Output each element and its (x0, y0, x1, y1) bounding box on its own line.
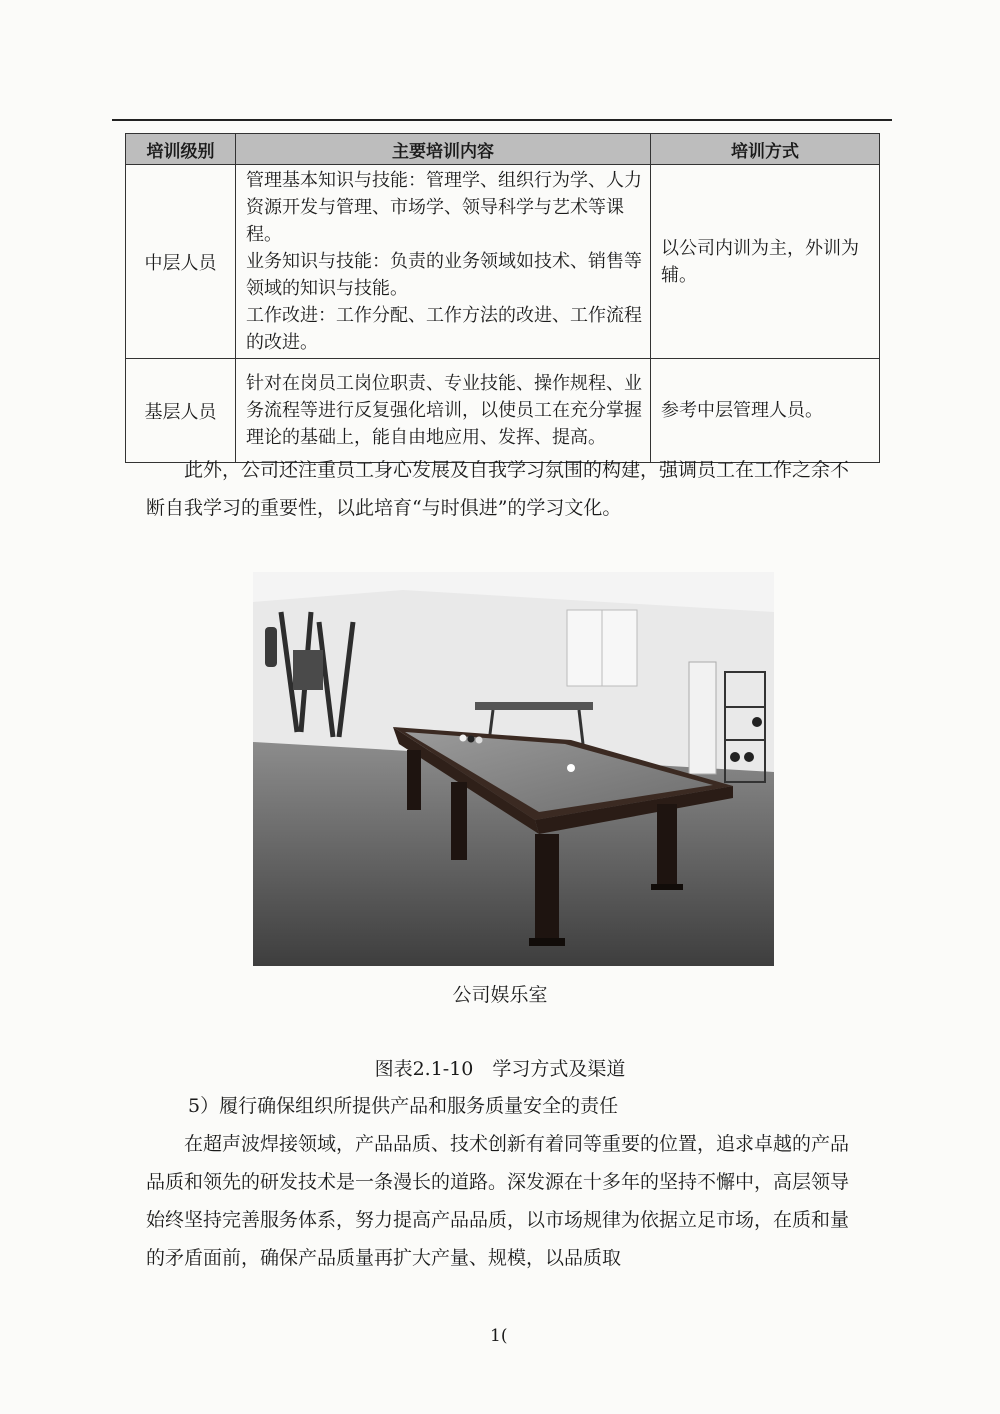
header-rule (112, 119, 892, 121)
recreation-room-photo (253, 572, 774, 966)
training-table (125, 133, 880, 463)
photo-caption: 公司娱乐室 (452, 984, 548, 1006)
page-number: 1( (490, 1326, 508, 1346)
content-line: 针对在岗员工岗位职责、专业技能、操作规程、业务流程等进行反复强化培训，以使员工在充分掌握理论的基础上，能自由地应用、发挥、提高。 (246, 373, 642, 448)
table-row (126, 359, 880, 463)
table-header-row (126, 134, 880, 165)
method-cell: 以公司内训为主，外训为辅。 (651, 165, 880, 359)
photo-illustration (253, 572, 774, 966)
content-cell (236, 165, 651, 359)
header-content: 主要培训内容 (236, 134, 651, 165)
content-line: 工作改进：工作分配、工作方法的改进、工作流程的改进。 (246, 305, 642, 353)
header-method: 培训方式 (651, 134, 880, 165)
section-heading: 5）履行确保组织所提供产品和服务质量安全的责任 (188, 1095, 619, 1117)
level-cell: 中层人员 (126, 165, 236, 359)
content-line: 业务知识与技能：负责的业务领域如技术、销售等领域的知识与技能。 (246, 251, 642, 299)
method-cell: 参考中层管理人员。 (651, 359, 880, 463)
table-row (126, 165, 880, 359)
content-line: 管理基本知识与技能：管理学、组织行为学、人力资源开发与管理、市场学、领导科学与艺术等课程。 (246, 170, 642, 245)
body-paragraph: 此外，公司还注重员工身心发展及自我学习氛围的构建，强调员工在工作之余不断自我学习的重要性，以此培育“与时俱进”的学习文化。 (146, 459, 850, 519)
level-cell: 基层人员 (126, 359, 236, 463)
figure-title: 图表2.1-10 学习方式及渠道 (374, 1058, 626, 1080)
header-level: 培训级别 (126, 134, 236, 165)
content-cell (236, 359, 651, 463)
body-paragraph-2: 在超声波焊接领域，产品品质、技术创新有着同等重要的位置，追求卓越的产品品质和领先的研发技术是一条漫长的道路。深发源在十多年的坚持不懈中，高层领导始终坚持完善服务体系，努力提高产品品质，以市场规律为依据立足市场，在质和量的矛盾面前，确保产品质量再扩大产量、规模，以品质取 (146, 1133, 850, 1269)
